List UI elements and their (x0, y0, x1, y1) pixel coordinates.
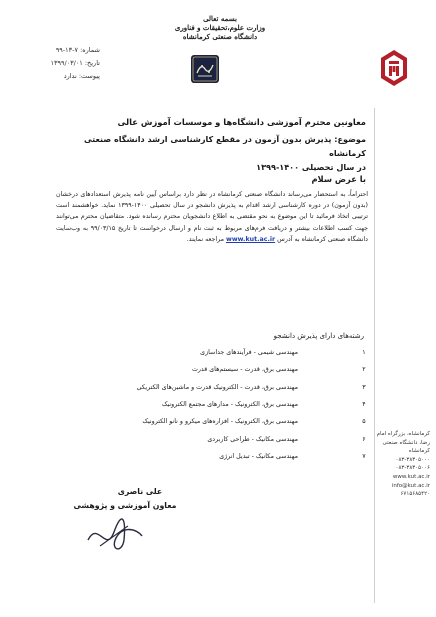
major-number: ۲ (362, 366, 366, 373)
major-label: مهندسی برق، الکترونیک - مدارهای مجتمع الکترونیک (161, 401, 298, 408)
contact-info (376, 430, 430, 499)
contact-fax: ۰۸۳-۳۸۳۰۵۰۰۶ (395, 465, 430, 472)
website-link[interactable]: www.kut.ac.ir (226, 235, 276, 243)
signatory-title: معاون آموزشی و پژوهشی (73, 501, 177, 510)
letter-number: شماره: ۷-۱۳-۹۹ (55, 46, 100, 54)
contact-web[interactable]: www.kut.ac.ir (392, 473, 430, 480)
body-text: احتراماً، به استحضار می‌رساند دانشگاه صنعتی کرمانشاه در نظر دارد براساس آیین نامه پذیرش استعدادهای درخشان (بدون آزمون) در دوره کارشناسی ارشد اقدام به پذیرش دانشجو در سال تحصیلی ۱۴۰۰-۱۳۹۹ نماید. خواهشمند است ترتیبی اتخاذ فرمائید تا این موضوع به نحو مقتضی به اطلاع دانشجویان محترم رسانده شود. متقاضیان محترم می‌توانند جهت کسب اطلاعات بیشتر و دریافت فرم‌های مربوط به ثبت نام و ارسال درخواست تا تاریخ ۹۹/۰۳/۱۵ به وب‌سایت دانشگاه صنعتی کرمانشاه به آدرس (56, 191, 369, 243)
major-label: مهندسی مکانیک - تبدیل انرژی (219, 453, 298, 460)
contact-address: کرمانشاه، بزرگراه امام رضا، دانشگاه صنعتی کرمانشاه (376, 431, 430, 455)
major-number: ۵ (362, 418, 366, 425)
university-name: دانشگاه صنعتی کرمانشاه (182, 32, 258, 41)
major-row (90, 418, 370, 432)
letter-attachment: پیوست: ندارد (63, 72, 100, 80)
body-text-end: مراجعه نمایند. (186, 235, 224, 243)
majors-title: رشته‌های دارای پذیرش دانشجو (273, 332, 364, 340)
major-label: مهندسی برق، قدرت - الکترونیک قدرت و ماشین‌های الکتریکی (136, 384, 298, 391)
ministry-name: وزارت علوم،تحقیقات و فناوری (174, 23, 266, 32)
major-label: مهندسی برق، قدرت - سیستم‌های قدرت (191, 366, 298, 373)
body-paragraph (56, 189, 368, 245)
letter-date: تاریخ: ۱۳۹۹/۰۳/۰۱ (50, 59, 100, 67)
major-label: مهندسی مکانیک - طراحی کاربردی (207, 436, 298, 443)
margin-divider (374, 108, 375, 603)
major-row (90, 349, 370, 363)
major-row (90, 453, 370, 467)
contact-email[interactable]: info@kut.ac.ir (391, 482, 430, 489)
handwritten-signature (80, 510, 150, 560)
subject-line-1: موضوع: پذیرش بدون آزمون در مقطع کارشناسی ارشد دانشگاه صنعتی کرمانشاه (83, 134, 366, 158)
recipient-line: معاونین محترم آموزشی دانشگاه‌ها و موسسات آموزش عالی (117, 117, 366, 127)
major-row (90, 401, 370, 415)
university-logo (378, 48, 410, 88)
major-label: مهندسی شیمی - فرآیندهای جداسازی (200, 349, 298, 356)
major-number: ۶ (362, 436, 366, 443)
major-label: مهندسی برق، الکترونیک - افزاره‌های میکرو و نانو الکترونیک (142, 418, 298, 425)
major-number: ۳ (362, 384, 366, 391)
greeting: با عرض سلام (311, 174, 366, 184)
contact-phone: ۰۸۳-۳۸۳۰۵۰۰۰ (395, 456, 430, 463)
major-number: ۴ (362, 401, 366, 408)
contact-postal: ۶۷۱۵۶۸۵۴۲۰ (400, 491, 430, 498)
bismillah: بسمه تعالی (203, 14, 237, 23)
major-row (90, 366, 370, 380)
letterhead (150, 14, 290, 41)
calligraphy-emblem (190, 54, 220, 84)
signatory-name: علی ناصری (117, 487, 163, 496)
major-number: ۷ (362, 453, 366, 460)
major-row (90, 384, 370, 398)
subject (46, 132, 366, 174)
major-number: ۱ (362, 349, 366, 356)
major-row (90, 436, 370, 450)
subject-line-2: در سال تحصیلی ۱۴۰۰-۱۳۹۹ (256, 162, 366, 172)
